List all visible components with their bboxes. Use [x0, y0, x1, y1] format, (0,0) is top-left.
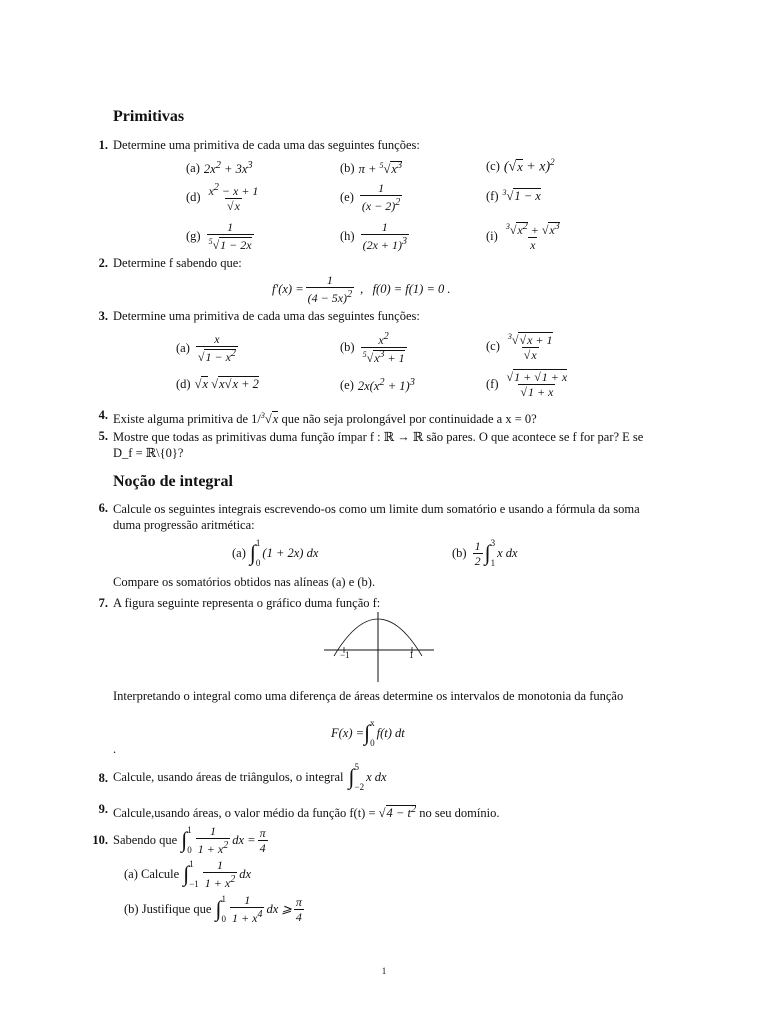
q10-item-b: (b) Justifique que ∫ 1 0 $\frac{1}{1 + x^4}$ dx ⩾ $\frac{\pi}{4}$: [124, 893, 302, 925]
question-1-text: Determine uma primitiva de cada uma das seguintes funções:: [113, 138, 420, 152]
question-4-text: Existe alguma primitiva de 1/$^3$√x que não seja prolongável por continuidade a x = 0?: [113, 411, 537, 427]
question-8-text: Calcule, usando áreas de triângulos, o integral: [113, 769, 344, 784]
question-2-text: Determine f sabendo que:: [113, 256, 242, 270]
q1-item-g: (g) $\frac{1}{^5√1 - 2x}$: [186, 220, 252, 252]
q3-item-a: (a) $\frac{x}{√1 - x^2}$: [176, 332, 236, 364]
q10-item-a: (a) Calcule ∫ 1 −1 $\frac{1}{1 + x^2}$ dx: [124, 858, 252, 890]
function-graph-svg: [324, 612, 434, 682]
q3-item-c: (c) $\frac{^3√√x + 1}{√x}$: [486, 332, 553, 362]
q7-equation: F(x) = ∫ x 0 f(t) dt: [331, 718, 405, 748]
question-number-4: 4.: [98, 408, 108, 422]
q1-item-e: (e) $\frac{1}{(x - 2)^2}$: [340, 181, 401, 213]
question-number-1: 1.: [98, 138, 108, 152]
q3-item-d: (d) √x √x√x + 2: [176, 377, 259, 391]
question-number-5: 5.: [98, 429, 108, 443]
question-10-line: Sabendo que ∫ 1 0 $\frac{1}{1 + x^2}$ dx = $\frac{\pi}{4}$: [113, 824, 266, 856]
question-9-text: Calcule,usando áreas, o valor médio da função $f(t) = √4 - t^2$ no seu domínio.: [113, 804, 500, 821]
question-8-line: Calcule, usando áreas de triângulos, o integral ∫ 5 −2 x dx: [113, 762, 387, 792]
q1-item-i: (i) $\frac{^3√x^2 + √x^3}{x}$: [486, 221, 560, 252]
section-title-nocao-de-integral: Noção de integral: [113, 473, 233, 490]
question-number-6: 6.: [98, 501, 108, 515]
section-title-primitivas: Primitivas: [113, 108, 185, 125]
question-number-3: 3.: [98, 309, 108, 323]
q3-item-b: (b) $\frac{x^2}{^5√x^3 + 1}$: [340, 331, 405, 365]
q1-item-h: (h) $\frac{1}{(2x + 1)^3}$: [340, 220, 407, 252]
q6-item-b: (b) $\frac{1}{2}$ ∫ 3 1 x dx: [452, 538, 518, 568]
q1-item-f: (f) $^3$√1 − x: [486, 188, 541, 204]
question-10-text: Sabendo que: [113, 832, 178, 847]
q2-condition: f(0) = f(1) = 0 .: [372, 281, 451, 296]
question-6-after: Compare os somatórios obtidos nas alíneas (a) e (b).: [113, 575, 376, 589]
question-3-text: Determine uma primitiva de cada uma das seguintes funções:: [113, 309, 420, 323]
question-7-text: A figura seguinte representa o gráfico duma função f:: [113, 596, 381, 610]
question-5-text: Mostre que todas as primitivas duma função ímpar f : ℝ → ℝ são pares. O que acontece se f for par? E se D_f = ℝ\{0}?: [113, 430, 644, 460]
question-number-9: 9.: [98, 802, 108, 816]
question-6-text: Calcule os seguintes integrais escrevendo-os como um limite dum somatório e usando a fórmula da soma duma progressão aritmética:: [113, 502, 640, 532]
q1-item-a: (a) $2x^2 + 3x^3$: [186, 160, 253, 177]
page-number: 1: [381, 966, 387, 976]
q2-equation: f′(x) = $\frac{1}{(4 - 5x)^2}$ , f(0) = f(1) = 0 .: [272, 273, 451, 305]
question-number-2: 2.: [98, 256, 108, 270]
question-number-7: 7.: [98, 596, 108, 610]
q1-item-d: (d) $\frac{x^2 - x + 1}{√x}$: [186, 182, 259, 213]
function-graph: [324, 612, 434, 682]
q3-item-e: (e) $2x(x^2 + 1)^3$: [340, 377, 415, 394]
q6-item-a: (a) ∫ 1 0 (1 + 2x) dx: [232, 538, 319, 568]
q1-item-c: (c) $(√x + x)^2$: [486, 157, 555, 175]
question-number-10: 10.: [92, 833, 108, 847]
tick-label-one: 1: [409, 650, 414, 660]
q7-dot: .: [113, 742, 117, 756]
q1-item-b: (b) $\pi + ^5√x^3$: [340, 160, 403, 177]
question-7-after: Interpretando o integral como uma diferença de áreas determine os intervalos de monotonia da função: [113, 689, 624, 703]
question-number-8: 8.: [98, 771, 108, 785]
q10-item-b-label: (b) Justifique que: [124, 901, 212, 916]
tick-label-minus-one: −1: [340, 650, 350, 660]
q10-item-a-label: (a) Calcule: [124, 866, 180, 881]
q3-item-f: (f) $\frac{√1 + √1 + x}{√1 + x}$: [486, 370, 568, 399]
